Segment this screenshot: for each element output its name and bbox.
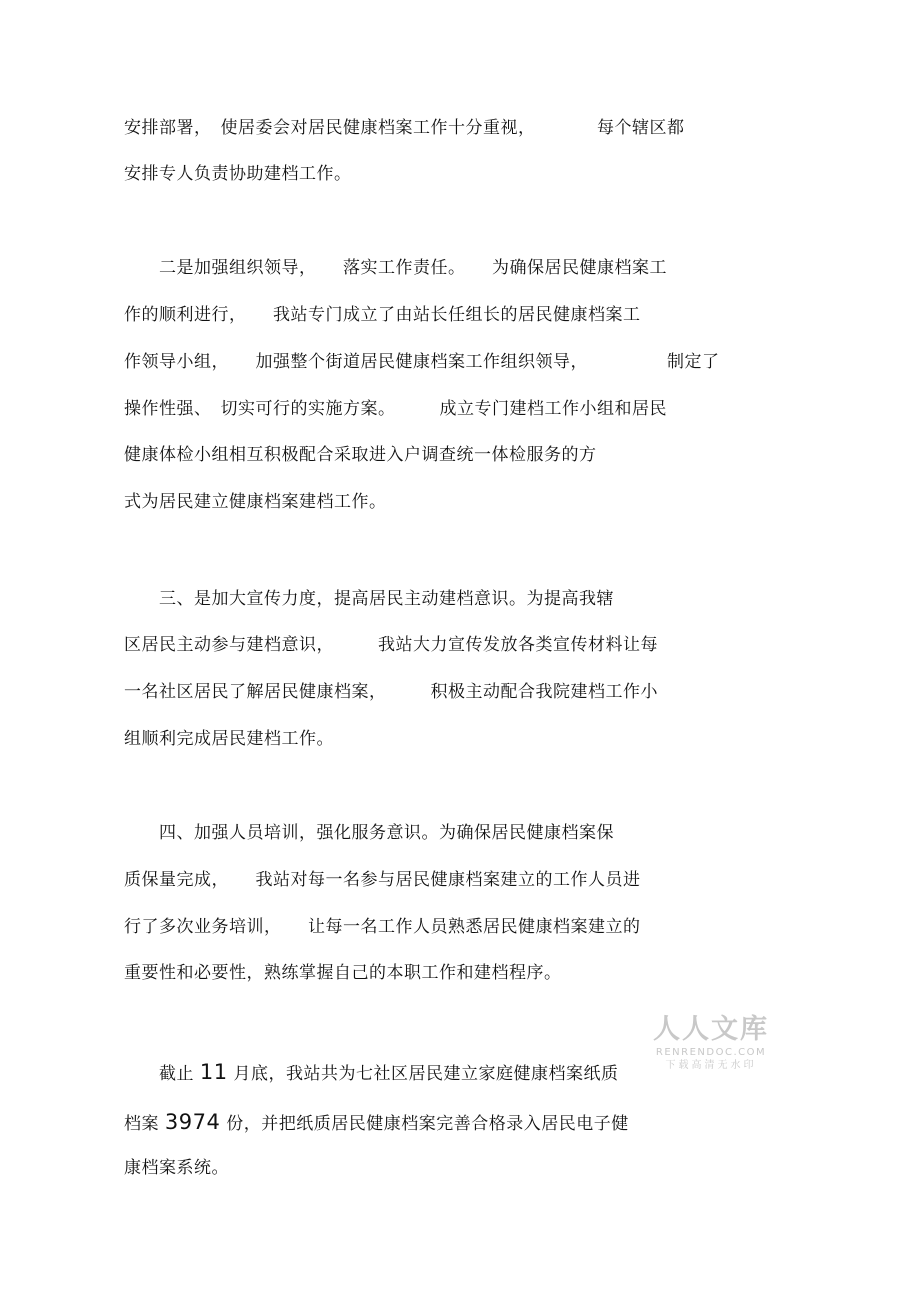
text-line: 二是加强组织领导， 落实工作责任。 为确保居民健康档案工 <box>124 258 667 278</box>
text-line: 安排专人负责协助建档工作。 <box>124 164 352 184</box>
text-line: 作的顺利进行， 我站专门成立了由站长任组长的居民健康档案工 <box>124 305 641 325</box>
text-fragment: 份，并把纸质居民健康档案完善合格录入居民电子健 <box>220 1114 629 1134</box>
text-line: 组顺利完成居民建档工作。 <box>124 729 334 749</box>
text-line: 三、是加大宣传力度，提高居民主动建档意识。为提高我辖 <box>124 589 614 609</box>
text-line: 行了多次业务培训， 让每一名工作人员熟悉居民健康档案建立的 <box>124 917 641 937</box>
text-line <box>124 1110 629 1136</box>
text-line: 健康体检小组相互积极配合采取进入户调查统一体检服务的方 <box>124 445 597 465</box>
text-fragment: 档案 <box>124 1114 165 1134</box>
text-line: 式为居民建立健康档案建档工作。 <box>124 492 387 512</box>
text-line: 安排部署， 使居委会对居民健康档案工作十分重视， 每个辖区都 <box>124 118 685 138</box>
text-line: 一名社区居民了解居民健康档案， 积极主动配合我院建档工作小 <box>124 682 658 702</box>
watermark-note: 下载高清无水印 <box>665 1060 757 1071</box>
watermark-title: 人人文库 <box>653 1014 769 1045</box>
text-line: 四、加强人员培训，强化服务意识。为确保居民健康档案保 <box>124 823 614 843</box>
text-line: 质保量完成， 我站对每一名参与居民健康档案建立的工作人员进 <box>124 870 641 890</box>
watermark-site: RENRENDOC.COM <box>655 1047 767 1058</box>
text-line: 康档案系统。 <box>124 1158 229 1178</box>
text-line <box>124 1060 619 1086</box>
text-fragment: 截止 <box>124 1064 200 1084</box>
text-line: 重要性和必要性，熟练掌握自己的本职工作和建档程序。 <box>124 963 562 983</box>
month-number: 11 <box>199 1060 228 1084</box>
text-line: 区居民主动参与建档意识， 我站大力宣传发放各类宣传材料让每 <box>124 635 658 655</box>
archive-count: 3974 <box>164 1110 221 1134</box>
text-line: 操作性强、 切实可行的实施方案。 成立专门建档工作小组和居民 <box>124 399 667 419</box>
watermark <box>646 1014 776 1072</box>
text-line: 作领导小组， 加强整个街道居民健康档案工作组织领导， 制定了 <box>124 352 720 372</box>
text-fragment: 月底，我站共为七社区居民建立家庭健康档案纸质 <box>227 1064 619 1084</box>
